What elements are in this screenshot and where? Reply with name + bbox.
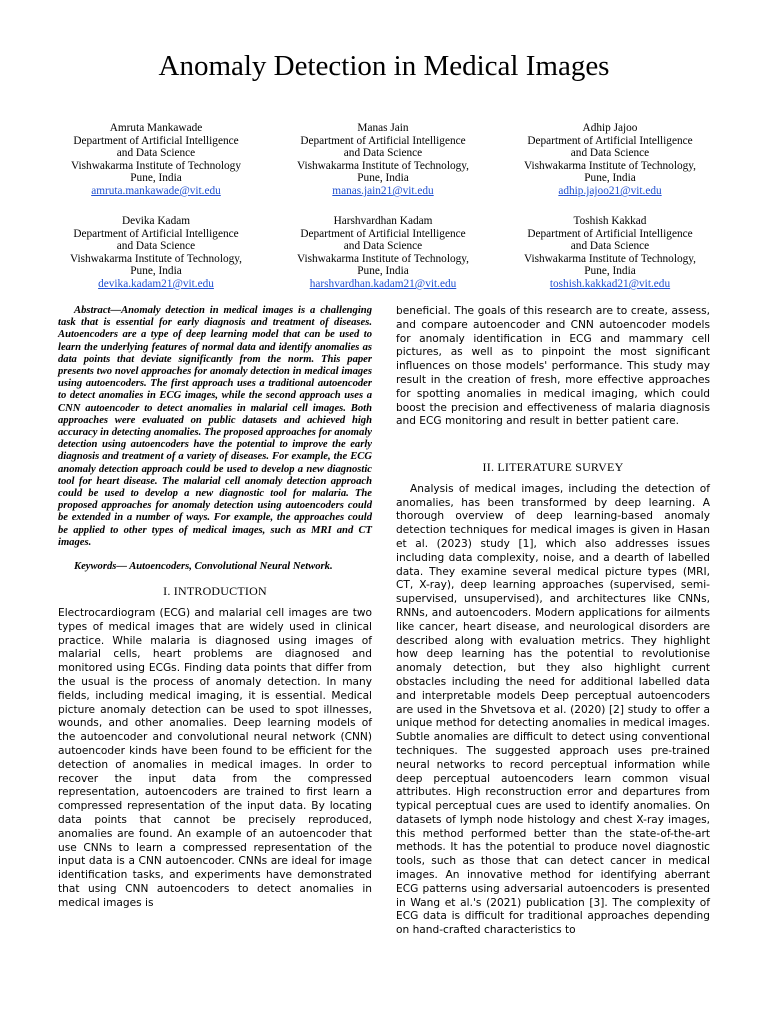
author-email-link[interactable]: adhip.jajoo21@vit.edu	[558, 184, 662, 197]
abstract-text: Abstract—Anomaly detection in medical images is a challenging task that is essential for early diagnosis and treatment of diseases. Autoencoders are a type of deep learning model that can be used to learn the underlying features of normal data and identify anomalies as data points that deviate significantly from the norm. This paper presents two novel approaches for anomaly detection in medical images using autoencoders. The first approach uses a traditional autoencoder to detect anomalies in ECG images, while the second approach uses a CNN autoencoder to detect anomalies in malarial cell images. Both approaches were evaluated on public datasets and achieved high accuracy in detecting anomalies. The proposed approaches for anomaly detection using autoencoders have the potential to improve the early diagnosis and treatment of a variety of diseases. For example, the ECG anomaly detection approach could be used to develop a new diagnostic tool for heart disease. The malarial cell anomaly detection approach could be used to develop a new diagnostic tool for malaria. The proposed approaches for anomaly detection using autoencoders could be extended in a number of ways. For example, the approaches could be applied to other types of medical images, such as MRI and CT images.	[58, 305, 372, 548]
author-card	[56, 122, 256, 198]
author-name: Adhip Jajoo	[582, 122, 638, 134]
author-email-link[interactable]: devika.kadam21@vit.edu	[98, 277, 214, 290]
author-department: Department of Artificial Intelligence	[527, 227, 693, 240]
author-department-cont: and Data Science	[570, 240, 650, 253]
author-card	[510, 215, 710, 291]
author-institution: Vishwakarma Institute of Technology,	[523, 159, 697, 172]
author-department: Department of Artificial Intelligence	[300, 134, 466, 147]
author-city: Pune, India	[130, 265, 182, 278]
author-department-cont: and Data Science	[116, 240, 196, 253]
author-department-cont: and Data Science	[570, 147, 650, 160]
introduction-paragraph-continued: beneficial. The goals of this research are to create, assess, and compare autoencoder and CNN autoencoder models for anomaly identification in ECG and mammary cell pictures, as well as to pinpoint the most significant influences on those models' performance. This study may result in the creation of fresh, more effective approaches for spotting anomalies in medical imaging, which could boost the precision and effectiveness of malaria diagnosis and ECG monitoring and result in better patient care.	[396, 305, 710, 428]
author-card	[283, 122, 483, 198]
author-institution: Vishwakarma Institute of Technology,	[69, 252, 243, 265]
author-department: Department of Artificial Intelligence	[73, 134, 239, 147]
author-department: Department of Artificial Intelligence	[300, 227, 466, 240]
author-name: Harshvardhan Kadam	[333, 215, 433, 227]
author-email-link[interactable]: toshish.kakkad21@vit.edu	[549, 277, 671, 290]
literature-survey-paragraph: Analysis of medical images, including the detection of anomalies, has been transformed by deep learning. A thorough overview of deep learning-based anomaly detection techniques for medical images is given in Hasan et al. (2023) study [1], which also addresses issues including data complexity, noise, and a dearth of labelled data. They examine several medical picture types (MRI, CT, X-ray), deep learning approaches (supervised, semi-supervised, unsupervised), and architectures like CNNs, RNNs, and autoencoders. Modern applications for ailments like cancer, heart disease, and neurological disorders are described along with evaluation metrics. They highlight how deep learning has the potential to revolutionise anomaly detection, but they also highlight current obstacles including the need for additional labelled data and interpretable models Deep perceptual autoencoders are used in the Shvetsova et al. (2020) [2] study to offer a unique method for detecting anomalies in medical images. Subtle anomalies are difficult to detect using conventional techniques. The suggested approach uses pre-trained neural networks to record perceptual information while deep perceptual autoencoders learn common visual attributes. High reconstruction error and departures from typical perceptual cues are used to identify anomalies. On datasets of lymph node histology and chest X-ray images, this method performed better than the state-of-the-art methods. It has the potential to produce novel diagnostic tools, such as those that can detect cancer in medical images. An innovative method for identifying aberrant ECG patterns using adversarial autoencoders is presented in Wang et al.'s (2021) publication [3]. The complexity of ECG data is difficult for traditional approaches depending on hand-crafted characteristics to	[396, 482, 710, 937]
author-institution: Vishwakarma Institute of Technology,	[523, 252, 697, 265]
author-city: Pune, India	[357, 265, 409, 278]
author-city: Pune, India	[584, 265, 636, 278]
author-city: Pune, India	[130, 172, 182, 185]
author-email-link[interactable]: harshvardhan.kadam21@vit.edu	[309, 277, 457, 290]
author-department-cont: and Data Science	[343, 240, 423, 253]
author-city: Pune, India	[584, 172, 636, 185]
author-name: Toshish Kakkad	[573, 215, 647, 227]
section-heading-literature-survey: II. LITERATURE SURVEY	[482, 460, 624, 475]
author-institution: Vishwakarma Institute of Technology,	[296, 159, 470, 172]
author-institution: Vishwakarma Institute of Technology	[71, 159, 241, 172]
paper-title: Anomaly Detection in Medical Images	[158, 50, 610, 82]
author-email-link[interactable]: amruta.mankawade@vit.edu	[91, 184, 221, 197]
author-email-link[interactable]: manas.jain21@vit.edu	[332, 184, 434, 197]
author-department: Department of Artificial Intelligence	[73, 227, 239, 240]
author-department-cont: and Data Science	[343, 147, 423, 160]
author-block-row-2	[0, 215, 768, 291]
author-department: Department of Artificial Intelligence	[527, 134, 693, 147]
author-name: Manas Jain	[357, 122, 409, 134]
author-block-row-1	[0, 122, 768, 198]
author-name: Devika Kadam	[121, 215, 191, 227]
author-department-cont: and Data Science	[116, 147, 196, 160]
left-column	[58, 305, 372, 911]
author-city: Pune, India	[357, 172, 409, 185]
section-heading-introduction: I. INTRODUCTION	[163, 584, 267, 599]
right-column	[396, 305, 710, 938]
author-card	[283, 215, 483, 291]
author-card	[56, 215, 256, 291]
author-card	[510, 122, 710, 198]
author-name: Amruta Mankawade	[109, 122, 203, 134]
introduction-paragraph: Electrocardiogram (ECG) and malarial cell images are two types of medical images that are widely used in clinical practice. While malaria is diagnosed using images of malarial cells, heart problems are diagnosed and monitored using ECGs. Finding data points that differ from the usual is the process of anomaly detection. In many fields, including medical imaging, it is essential. Medical picture anomaly detection can be used to spot illnesses, wounds, and other anomalies. Deep learning models of the autoencoder and convolutional neural network (CNN) autoencoder kinds have been found to be efficient for the detection of anomalies in medical images. In order to recover the input data from the compressed representation, autoencoders are trained to first learn a compressed representation of the input data. By locating data points that cannot be precisely reproduced, anomalies are found. An example of an autoencoder that use CNNs to learn a compressed representation of the input data is a CNN autoencoder. CNNs are ideal for image identification tasks, and experiments have demonstrated that using CNN autoencoders to detect anomalies in medical images is	[58, 607, 372, 909]
author-institution: Vishwakarma Institute of Technology,	[296, 252, 470, 265]
keywords-text: Keywords— Autoencoders, Convolutional Neural Network.	[74, 561, 333, 573]
